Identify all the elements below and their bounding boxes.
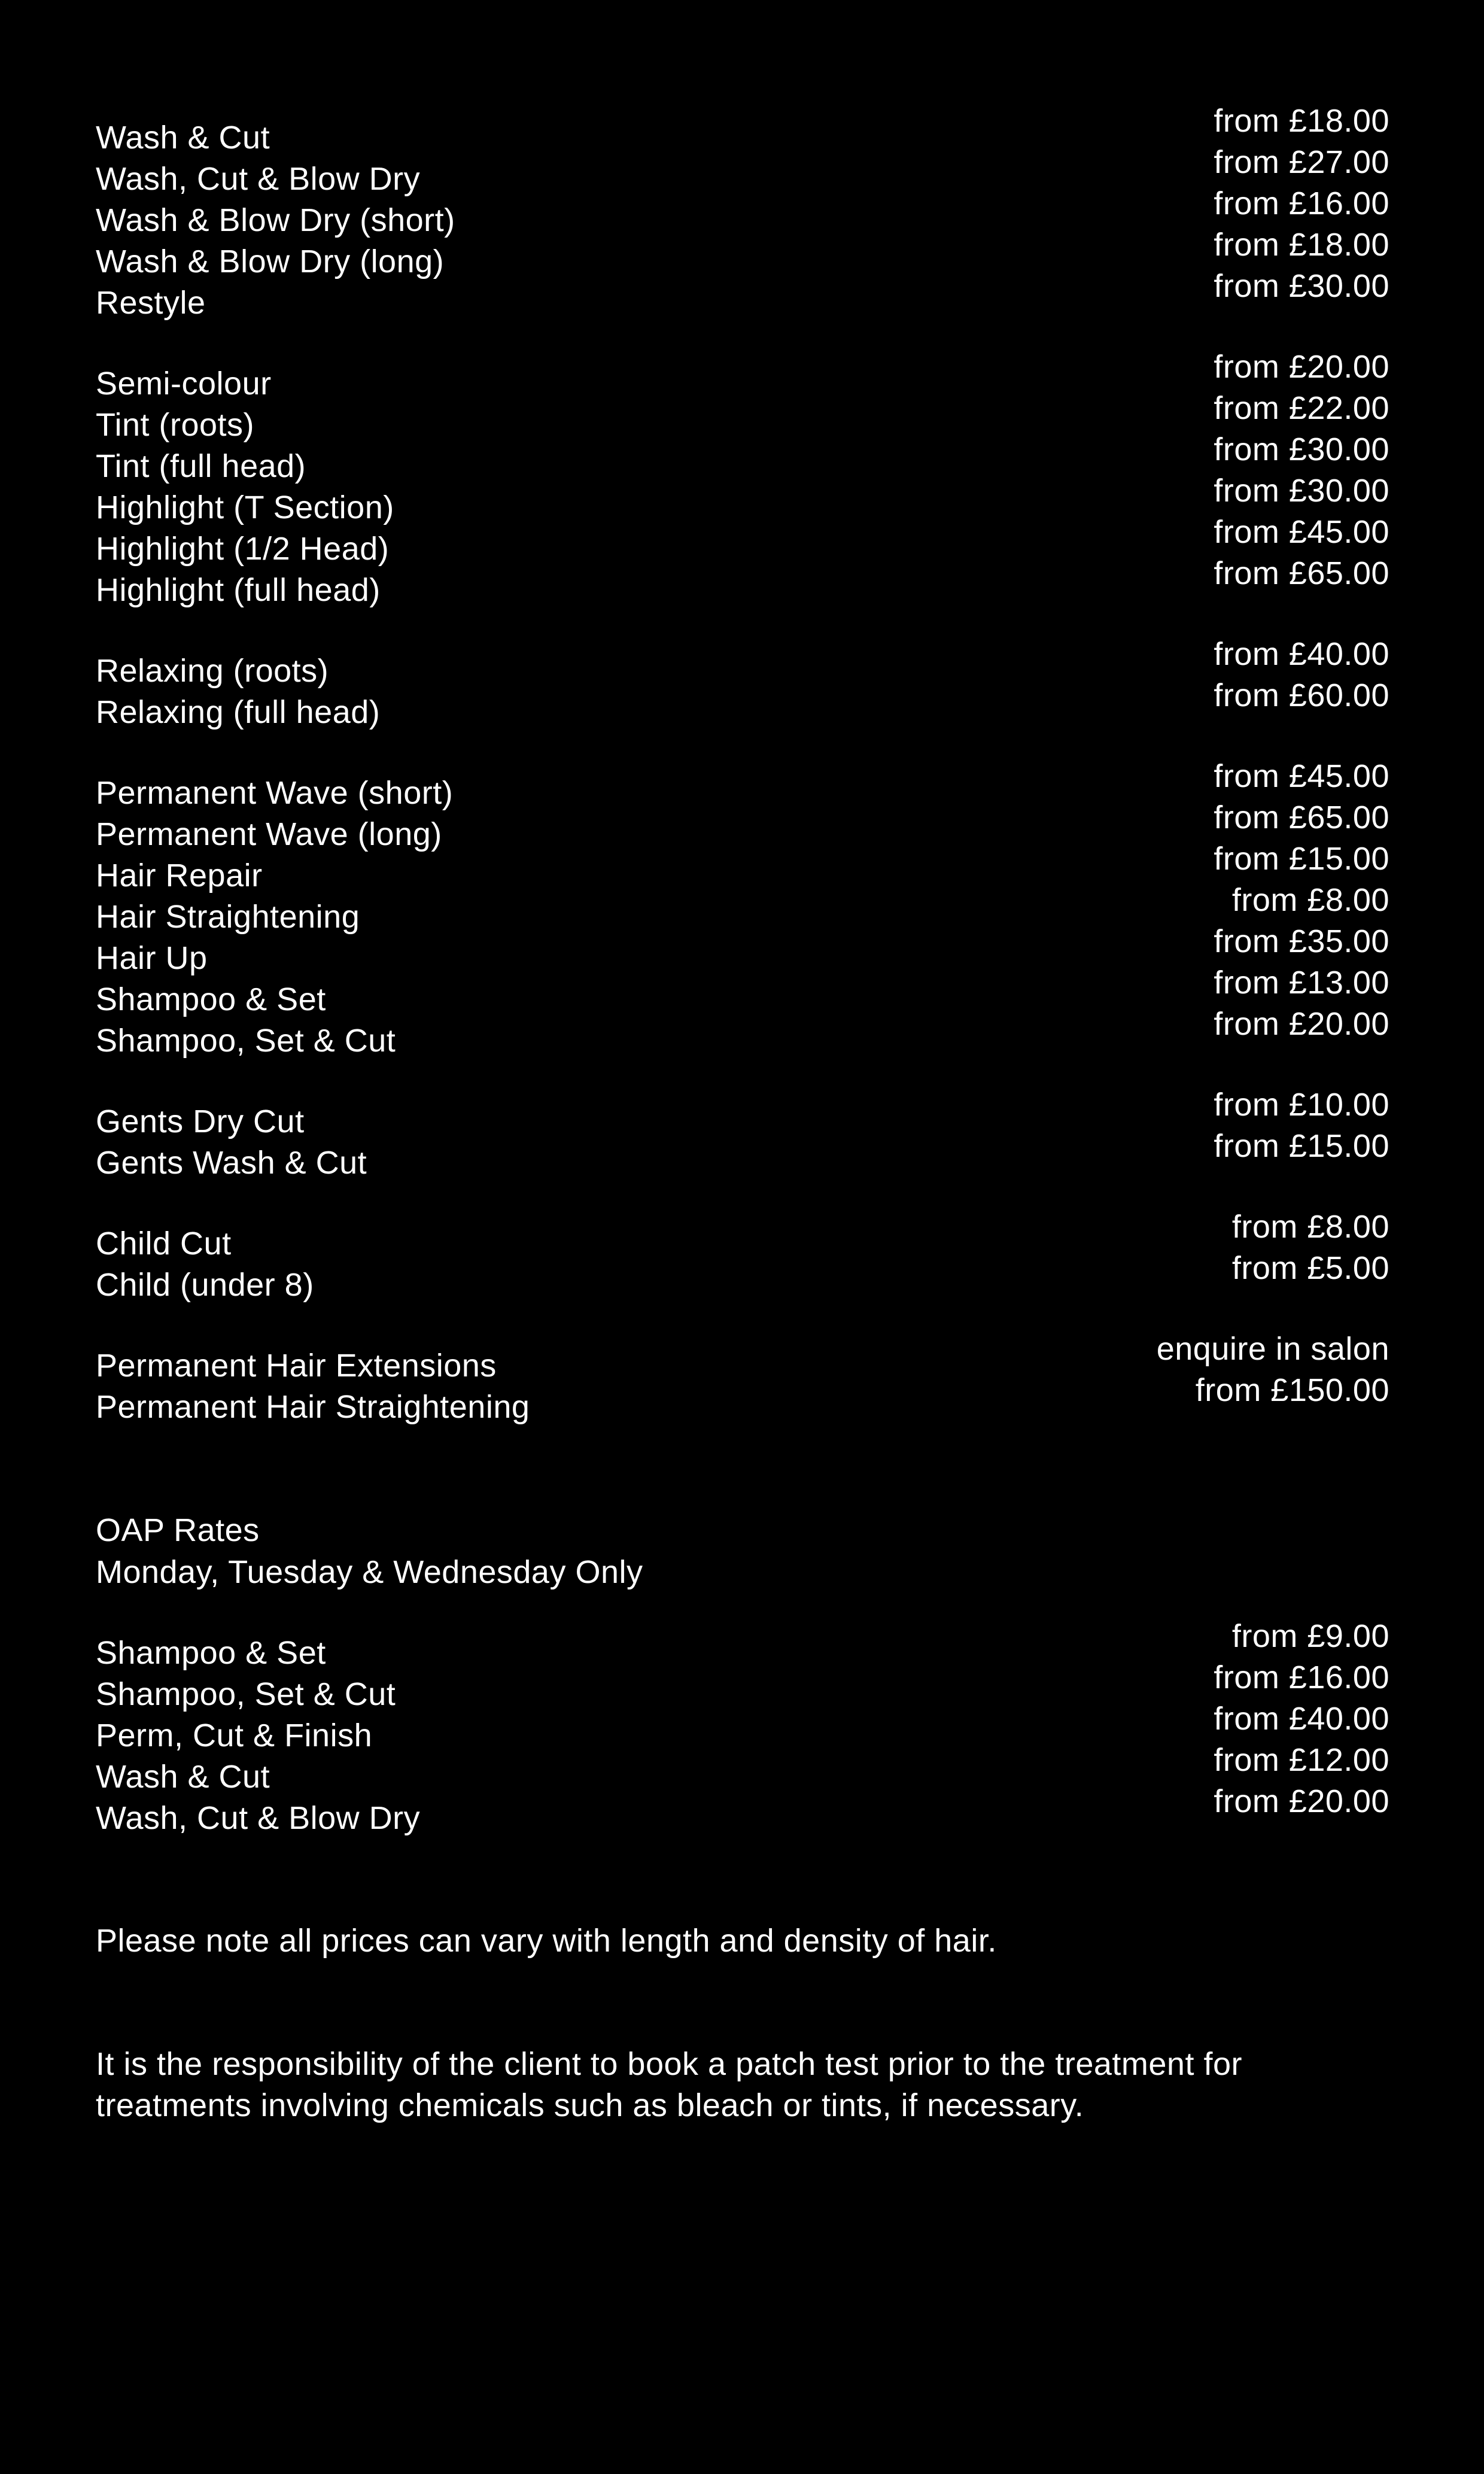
- menu-item-row: [96, 1660, 1389, 1715]
- item-price: from £60.00: [1214, 677, 1389, 713]
- item-label: Wash, Cut & Blow Dry: [96, 161, 421, 197]
- menu-item-row: [96, 758, 1389, 814]
- section-children: [96, 1209, 1389, 1306]
- oap-rates-subtitle: Monday, Tuesday & Wednesday Only: [96, 1554, 643, 1590]
- price-sections: [96, 103, 1389, 1428]
- item-price: from £45.00: [1214, 514, 1389, 550]
- item-label: Permanent Wave (short): [96, 775, 454, 811]
- item-price: from £20.00: [1214, 349, 1389, 385]
- menu-item-row: [96, 227, 1389, 282]
- item-label: Permanent Hair Extensions: [96, 1348, 497, 1384]
- item-label: Permanent Wave (long): [96, 816, 442, 852]
- menu-item-row: [96, 473, 1389, 528]
- item-price: from £16.00: [1214, 1660, 1389, 1695]
- item-label: Shampoo, Set & Cut: [96, 1023, 396, 1059]
- item-label: Wash, Cut & Blow Dry: [96, 1800, 421, 1836]
- item-label: Hair Up: [96, 940, 208, 976]
- item-label: Hair Straightening: [96, 899, 360, 935]
- item-label: Wash & Blow Dry (long): [96, 244, 445, 279]
- menu-item-row: [96, 1128, 1389, 1184]
- item-label: Hair Repair: [96, 858, 263, 893]
- item-price: from £20.00: [1214, 1783, 1389, 1819]
- item-label: Restyle: [96, 285, 206, 321]
- menu-item-row: [96, 923, 1389, 979]
- item-label: Highlight (T Section): [96, 490, 394, 525]
- item-label: Semi-colour: [96, 366, 272, 402]
- item-label: Child Cut: [96, 1226, 232, 1262]
- item-label: Wash & Cut: [96, 1759, 270, 1795]
- patch-test-note: It is the responsibility of the client to book a patch test prior to the treatment for treatments involving chemicals such as bleach or tints, if necessary.: [96, 2046, 1242, 2123]
- item-price: from £35.00: [1214, 923, 1389, 959]
- item-price: from £9.00: [1231, 1618, 1389, 1654]
- section-perm-and-styling: [96, 758, 1389, 1062]
- menu-item-row: [96, 1742, 1389, 1798]
- menu-item-row: [96, 555, 1389, 611]
- menu-item-row: [96, 1372, 1389, 1428]
- menu-item-row: [96, 1087, 1389, 1142]
- item-price: from £65.00: [1214, 800, 1389, 835]
- price-variation-note: Please note all prices can vary with length and density of hair.: [96, 1923, 997, 1959]
- section-permanent-treatments: [96, 1331, 1389, 1428]
- oap-rates-header: [96, 1509, 1389, 1593]
- item-price: from £150.00: [1195, 1372, 1389, 1408]
- menu-item-row: [96, 1701, 1389, 1756]
- item-label: Permanent Hair Straightening: [96, 1389, 530, 1425]
- item-price: from £45.00: [1214, 758, 1389, 794]
- item-label: Relaxing (roots): [96, 653, 329, 689]
- item-price: from £40.00: [1214, 636, 1389, 672]
- item-label: Highlight (full head): [96, 572, 381, 608]
- menu-item-row: [96, 390, 1389, 446]
- section-relaxing: [96, 636, 1389, 733]
- menu-item-row: [96, 514, 1389, 570]
- item-price: from £65.00: [1214, 555, 1389, 591]
- item-label: Wash & Cut: [96, 120, 270, 156]
- item-price: from £20.00: [1214, 1006, 1389, 1042]
- menu-item-row: [96, 431, 1389, 487]
- item-price: from £22.00: [1214, 390, 1389, 426]
- item-price: from £12.00: [1214, 1742, 1389, 1778]
- item-price: from £5.00: [1231, 1250, 1389, 1286]
- item-label: Relaxing (full head): [96, 694, 381, 730]
- menu-item-row: [96, 103, 1389, 159]
- item-label: Gents Dry Cut: [96, 1104, 305, 1139]
- item-price: from £18.00: [1214, 103, 1389, 139]
- item-price: from £8.00: [1231, 882, 1389, 918]
- item-label: Gents Wash & Cut: [96, 1145, 367, 1181]
- menu-item-row: [96, 636, 1389, 692]
- item-price: from £15.00: [1214, 841, 1389, 877]
- menu-item-row: [96, 349, 1389, 405]
- section-colour: [96, 349, 1389, 611]
- menu-item-row: [96, 1250, 1389, 1306]
- item-label: Child (under 8): [96, 1267, 314, 1303]
- item-price: from £30.00: [1214, 473, 1389, 509]
- section-gents: [96, 1087, 1389, 1184]
- item-label: Wash & Blow Dry (short): [96, 202, 455, 238]
- item-price: from £16.00: [1214, 186, 1389, 221]
- item-label: Shampoo & Set: [96, 981, 326, 1017]
- menu-item-row: [96, 186, 1389, 241]
- menu-item-row: [96, 882, 1389, 938]
- item-label: Perm, Cut & Finish: [96, 1718, 373, 1753]
- menu-item-row: [96, 965, 1389, 1020]
- section-cut-and-finish: [96, 103, 1389, 324]
- menu-item-row: [96, 677, 1389, 733]
- menu-item-row: [96, 1783, 1389, 1839]
- menu-item-row: [96, 268, 1389, 324]
- item-price: from £10.00: [1214, 1087, 1389, 1123]
- item-label: Shampoo, Set & Cut: [96, 1676, 396, 1712]
- item-price: from £27.00: [1214, 144, 1389, 180]
- item-label: Tint (full head): [96, 448, 306, 484]
- item-price: from £15.00: [1214, 1128, 1389, 1164]
- item-label: Tint (roots): [96, 407, 255, 443]
- item-price: from £8.00: [1231, 1209, 1389, 1245]
- oap-rates-title: OAP Rates: [96, 1512, 260, 1548]
- item-price: from £30.00: [1214, 268, 1389, 304]
- section-oap-rates: [96, 1618, 1389, 1839]
- menu-item-row: [96, 1209, 1389, 1265]
- menu-item-row: [96, 1618, 1389, 1674]
- item-price: from £40.00: [1214, 1701, 1389, 1737]
- menu-item-row: [96, 1006, 1389, 1062]
- item-price: from £30.00: [1214, 431, 1389, 467]
- menu-item-row: [96, 800, 1389, 855]
- item-price: from £13.00: [1214, 965, 1389, 1001]
- item-label: Highlight (1/2 Head): [96, 531, 390, 567]
- menu-item-row: [96, 841, 1389, 896]
- item-price: enquire in salon: [1156, 1331, 1389, 1367]
- menu-item-row: [96, 144, 1389, 200]
- item-label: Shampoo & Set: [96, 1635, 326, 1671]
- item-price: from £18.00: [1214, 227, 1389, 263]
